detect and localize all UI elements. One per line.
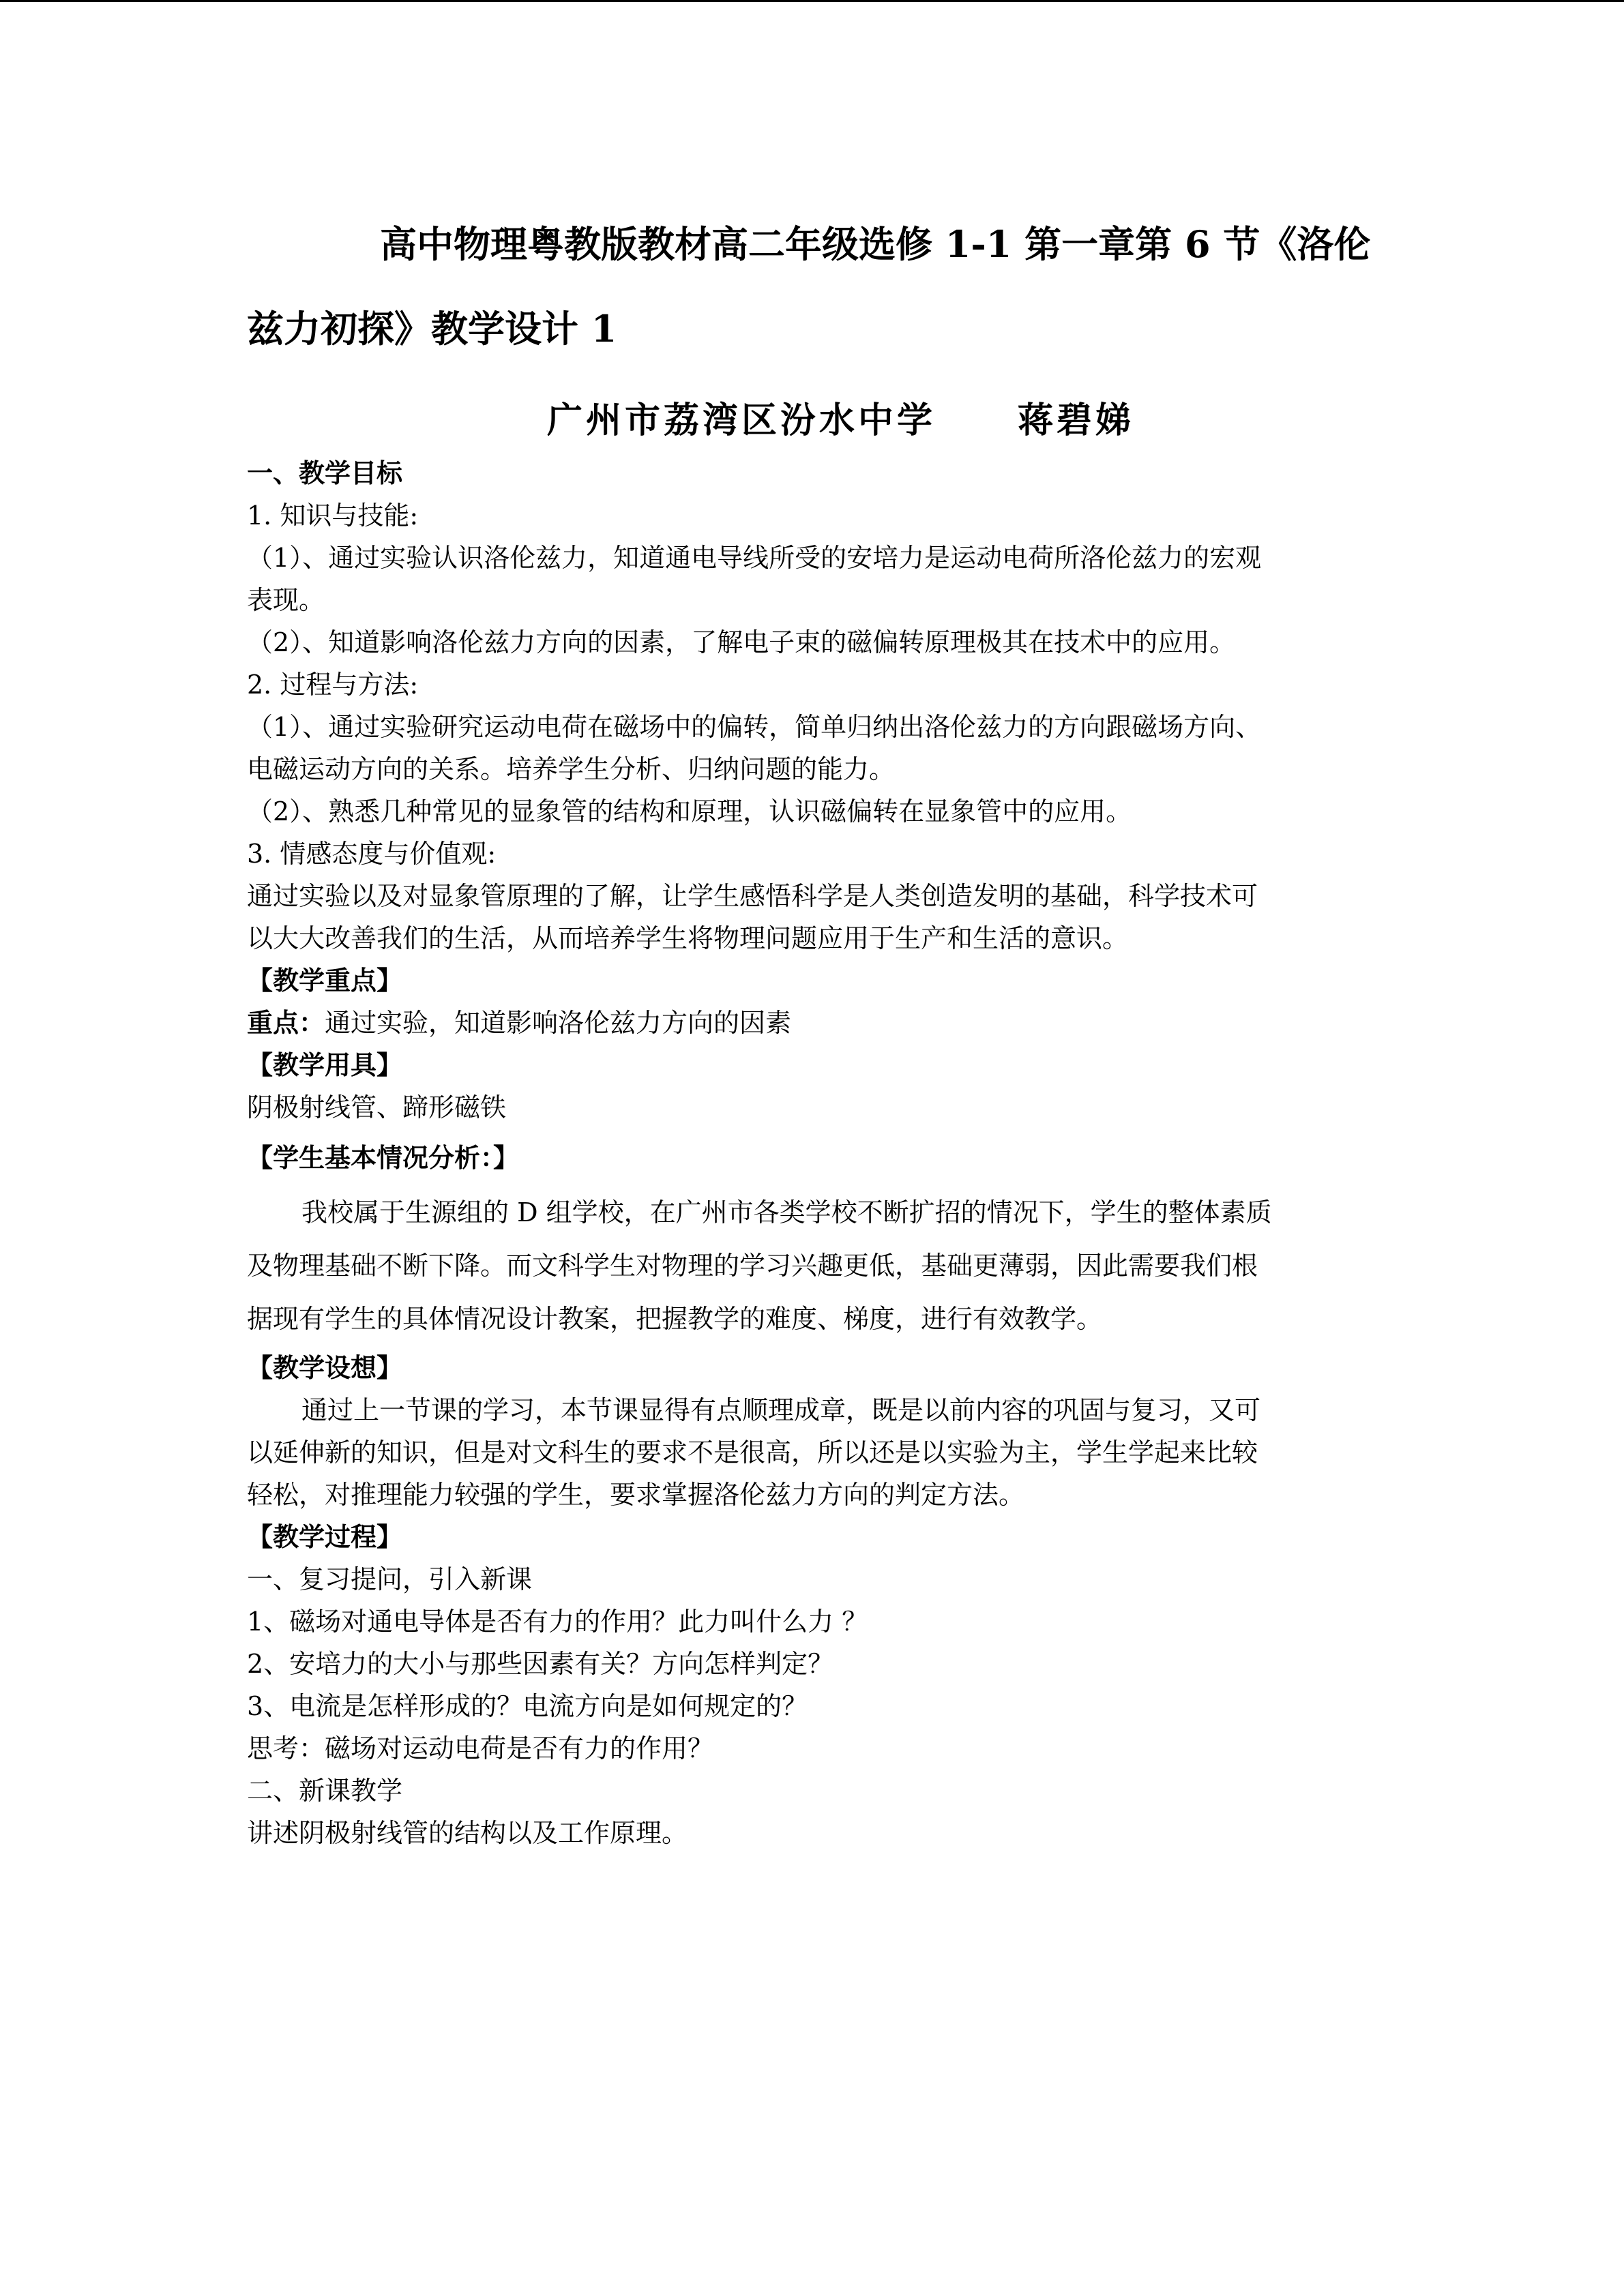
objective-2-a-line1: （1）、通过实验研究运动电荷在磁场中的偏转，简单归纳出洛伦兹力的方向跟磁场方向、 bbox=[247, 712, 1262, 742]
teaching-design-line3: 轻松，对推理能力较强的学生，要求掌握洛伦兹力方向的判定方法。 bbox=[247, 1480, 1025, 1510]
review-question-1: 1、磁场对通电导体是否有力的作用？此力叫什么力 ？ bbox=[247, 1607, 868, 1637]
objective-3-label: 3. 情感态度与价值观: bbox=[247, 839, 497, 869]
key-point bbox=[247, 1008, 791, 1038]
document-title-line1: 高中物理粤教版教材高二年级选修 1-1 第一章第 6 节《洛伦 bbox=[380, 222, 1371, 266]
heading-key-point: 【教学重点】 bbox=[247, 965, 403, 996]
objective-1-a-line2: 表现。 bbox=[247, 585, 325, 615]
author-school: 广州市荔湾区汾水中学 bbox=[547, 400, 936, 441]
objective-3-line2: 以大大改善我们的生活，从而培养学生将物理问题应用于生产和生活的意识。 bbox=[247, 923, 1129, 953]
key-point-text: 通过实验，知道影响洛伦兹力方向的因素 bbox=[325, 1008, 792, 1038]
objective-2-b: （2）、熟悉几种常见的显象管的结构和原理，认识磁偏转在显象管中的应用。 bbox=[247, 796, 1132, 826]
process-step-2-text: 讲述阴极射线管的结构以及工作原理。 bbox=[247, 1818, 688, 1848]
page-top-border bbox=[0, 0, 1624, 2]
heading-teaching-process: 【教学过程】 bbox=[247, 1521, 403, 1552]
heading-objectives: 一、教学目标 bbox=[247, 458, 403, 488]
process-step-1: 一、复习提问，引入新课 bbox=[247, 1564, 533, 1594]
student-analysis-line3: 据现有学生的具体情况设计教案，把握教学的难度、梯度，进行有效教学。 bbox=[247, 1304, 1103, 1334]
process-step-2: 二、新课教学 bbox=[247, 1776, 403, 1806]
review-question-2: 2、安培力的大小与那些因素有关？方向怎样判定？ bbox=[247, 1649, 834, 1679]
author-name: 蒋碧娣 bbox=[1018, 400, 1135, 441]
heading-student-analysis: 【学生基本情况分析：】 bbox=[247, 1142, 520, 1173]
objective-2-label: 2. 过程与方法: bbox=[247, 670, 419, 700]
student-analysis-line1: 我校属于生源组的 D 组学校，在广州市各类学校不断扩招的情况下，学生的整体素质 bbox=[301, 1197, 1272, 1227]
document-title-line2: 兹力初探》教学设计 1 bbox=[247, 307, 617, 351]
think-question: 思考：磁场对运动电荷是否有力的作用？ bbox=[247, 1733, 714, 1763]
author-line bbox=[547, 391, 1134, 443]
key-point-label: 重点： bbox=[247, 1007, 325, 1038]
student-analysis-line2: 及物理基础不断下降。而文科学生对物理的学习兴趣更低，基础更薄弱，因此需要我们根 bbox=[247, 1251, 1258, 1281]
tools-text: 阴极射线管、蹄形磁铁 bbox=[247, 1092, 507, 1122]
objective-1-label: 1. 知识与技能: bbox=[247, 501, 419, 531]
objective-2-a-line2: 电磁运动方向的关系。培养学生分析、归纳问题的能力。 bbox=[247, 754, 896, 784]
teaching-design-line2: 以延伸新的知识，但是对文科生的要求不是很高，所以还是以实验为主，学生学起来比较 bbox=[247, 1437, 1258, 1467]
heading-teaching-design: 【教学设想】 bbox=[247, 1352, 403, 1383]
objective-1-a-line1: （1）、通过实验认识洛伦兹力，知道通电导线所受的安培力是运动电荷所洛伦兹力的宏观 bbox=[247, 543, 1262, 573]
objective-3-line1: 通过实验以及对显象管原理的了解，让学生感悟科学是人类创造发明的基础，科学技术可 bbox=[247, 881, 1258, 911]
teaching-design-line1: 通过上一节课的学习，本节课显得有点顺理成章，既是以前内容的巩固与复习，又可 bbox=[301, 1395, 1261, 1425]
heading-tools: 【教学用具】 bbox=[247, 1049, 403, 1080]
objective-1-b: （2）、知道影响洛伦兹力方向的因素，了解电子束的磁偏转原理极其在技术中的应用。 bbox=[247, 627, 1236, 657]
review-question-3: 3、电流是怎样形成的？电流方向是如何规定的？ bbox=[247, 1691, 808, 1721]
